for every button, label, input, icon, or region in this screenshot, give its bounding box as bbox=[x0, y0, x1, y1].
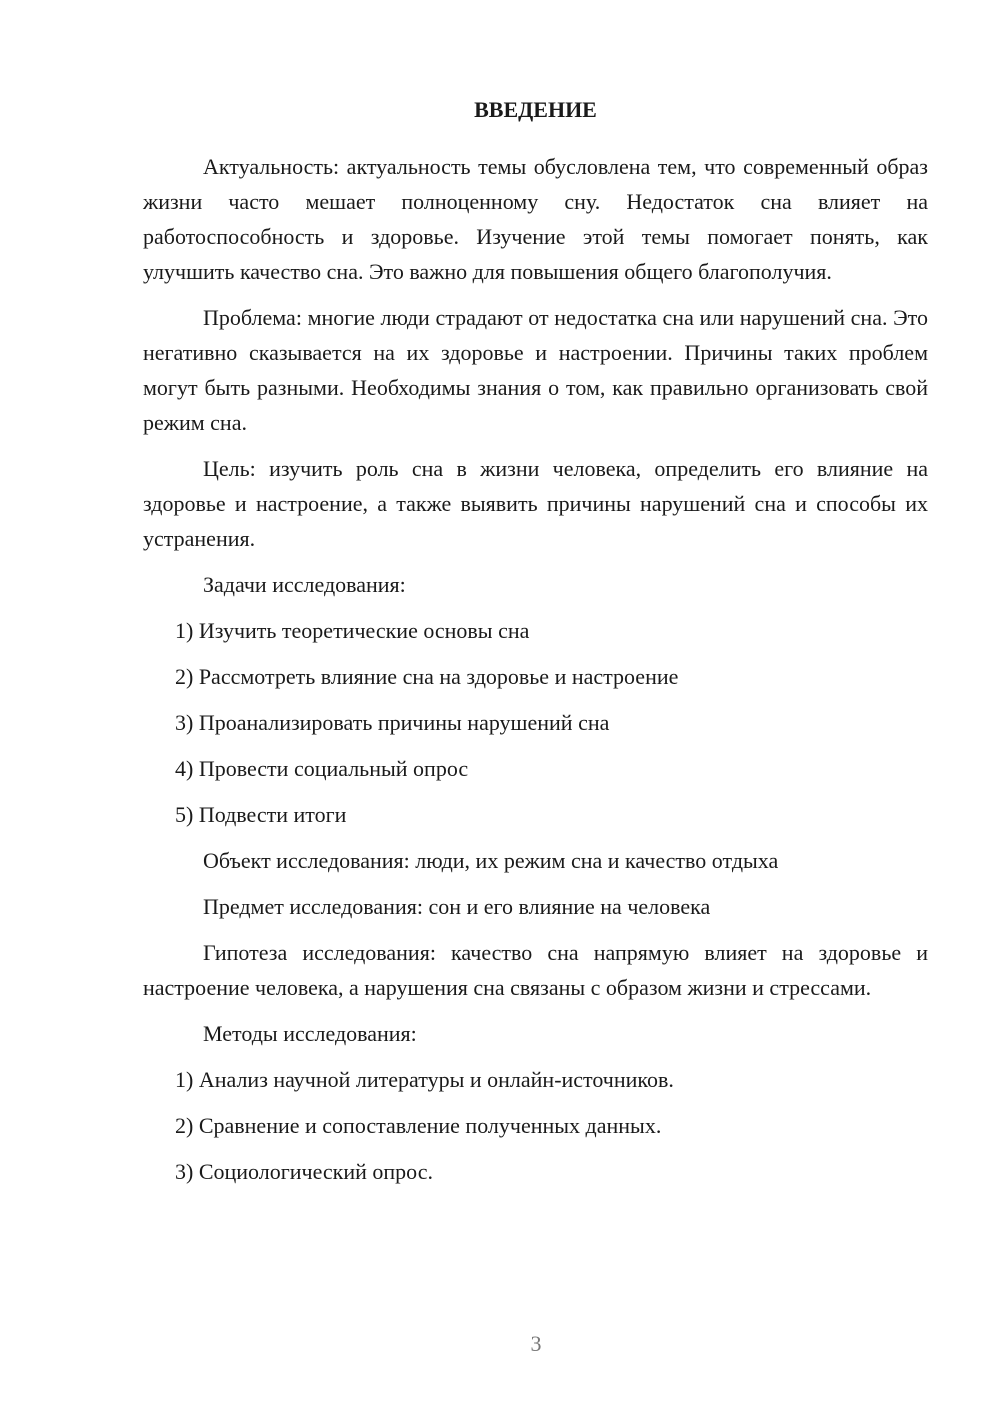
subject-line: Предмет исследования: сон и его влияние на человека bbox=[203, 894, 711, 919]
method-item: 3) Социологический опрос. bbox=[175, 1159, 433, 1184]
task-item: 3) Проанализировать причины нарушений сна bbox=[175, 710, 610, 735]
task-item: 4) Провести социальный опрос bbox=[175, 756, 469, 781]
methods-list bbox=[143, 1062, 928, 1189]
task-item: 1) Изучить теоретические основы сна bbox=[175, 618, 530, 643]
object-line: Объект исследования: люди, их режим сна и качество отдыха bbox=[203, 848, 779, 873]
problem-paragraph: Проблема: многие люди страдают от недостатка сна или нарушений сна. Это негативно сказывается на их здоровье и настроении. Причины таких проблем могут быть разными. Необходимы знания о том, как правильно организовать свой режим сна. bbox=[143, 305, 928, 435]
method-item: 2) Сравнение и сопоставление полученных данных. bbox=[175, 1113, 662, 1138]
goal-paragraph: Цель: изучить роль сна в жизни человека, определить его влияние на здоровье и настроение, а также выявить причины нарушений сна и способы их устранения. bbox=[143, 456, 928, 551]
relevance-paragraph: Актуальность: актуальность темы обусловлена тем, что современный образ жизни часто мешает полноценному сну. Недостаток сна влияет на работоспособность и здоровье. Изучение этой темы помогает понять, как улучшить качество сна. Это важно для повышения общего благополучия. bbox=[143, 154, 928, 284]
tasks-title: Задачи исследования: bbox=[203, 572, 406, 597]
methods-title: Методы исследования: bbox=[203, 1021, 417, 1046]
tasks-list bbox=[143, 613, 928, 843]
task-item: 5) Подвести итоги bbox=[175, 802, 347, 827]
page-number: 3 bbox=[530, 1331, 542, 1356]
hypothesis-paragraph: Гипотеза исследования: качество сна напрямую влияет на здоровье и настроение человека, а нарушения сна связаны с образом жизни и стрессами. bbox=[143, 940, 928, 1000]
document-page bbox=[143, 92, 928, 1189]
method-item: 1) Анализ научной литературы и онлайн-источников. bbox=[175, 1067, 674, 1092]
task-item: 2) Рассмотреть влияние сна на здоровье и настроение bbox=[175, 664, 679, 689]
section-heading: ВВЕДЕНИЕ bbox=[474, 97, 597, 122]
